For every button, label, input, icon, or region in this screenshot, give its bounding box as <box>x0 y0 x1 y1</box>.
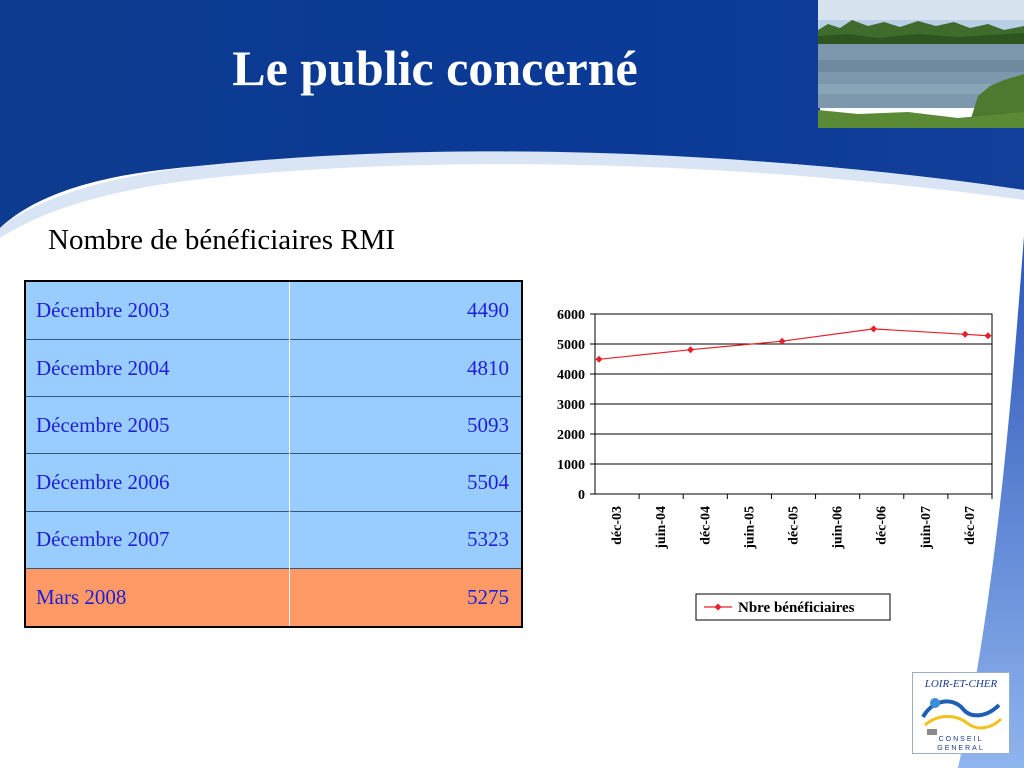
table-row-highlighted <box>25 569 522 627</box>
y-tick-label: 2000 <box>557 428 585 443</box>
row-label: Décembre 2006 <box>25 454 290 511</box>
x-tick-label: juin-04 <box>654 506 670 549</box>
beneficiaries-table <box>24 280 523 628</box>
y-tick-label: 5000 <box>557 338 585 353</box>
x-tick-label: déc-04 <box>698 506 714 545</box>
table-row <box>25 511 522 568</box>
y-tick-label: 6000 <box>557 308 585 323</box>
table-row <box>25 339 522 396</box>
svg-text:LOIR-ET-CHER: LOIR-ET-CHER <box>924 678 998 690</box>
y-tick-label: 1000 <box>557 458 585 473</box>
x-tick-label: déc-05 <box>786 506 802 545</box>
y-tick-label: 0 <box>578 488 585 503</box>
slide-subtitle: Nombre de bénéficiaires RMI <box>48 224 396 256</box>
row-label: Décembre 2003 <box>25 281 290 339</box>
row-value: 5323 <box>290 511 523 568</box>
y-tick-label: 3000 <box>557 398 585 413</box>
table-row <box>25 281 522 339</box>
row-label: Décembre 2005 <box>25 397 290 454</box>
legend-label: Nbre bénéficiaires <box>738 600 855 616</box>
row-value: 4490 <box>290 281 523 339</box>
slide-title: Le public concerné <box>232 40 638 96</box>
beneficiaries-line-chart <box>530 296 1010 636</box>
row-label: Décembre 2007 <box>25 511 290 568</box>
x-tick-label: juin-05 <box>742 506 758 549</box>
y-tick-label: 4000 <box>557 368 585 383</box>
row-value: 5275 <box>290 569 523 627</box>
svg-text:CONSEIL: CONSEIL <box>938 736 984 743</box>
row-label: Mars 2008 <box>25 569 290 627</box>
row-value: 5504 <box>290 454 523 511</box>
x-tick-label: juin-06 <box>830 506 846 549</box>
x-tick-label: déc-07 <box>962 506 978 545</box>
x-tick-label: juin-07 <box>918 506 934 549</box>
table-row <box>25 454 522 511</box>
table-row <box>25 397 522 454</box>
x-tick-label: déc-03 <box>610 506 626 545</box>
loir-et-cher-logo <box>912 672 1010 754</box>
x-tick-label: déc-06 <box>874 506 890 545</box>
row-value: 5093 <box>290 397 523 454</box>
row-value: 4810 <box>290 339 523 396</box>
row-label: Décembre 2004 <box>25 339 290 396</box>
svg-text:GENERAL: GENERAL <box>937 745 985 752</box>
